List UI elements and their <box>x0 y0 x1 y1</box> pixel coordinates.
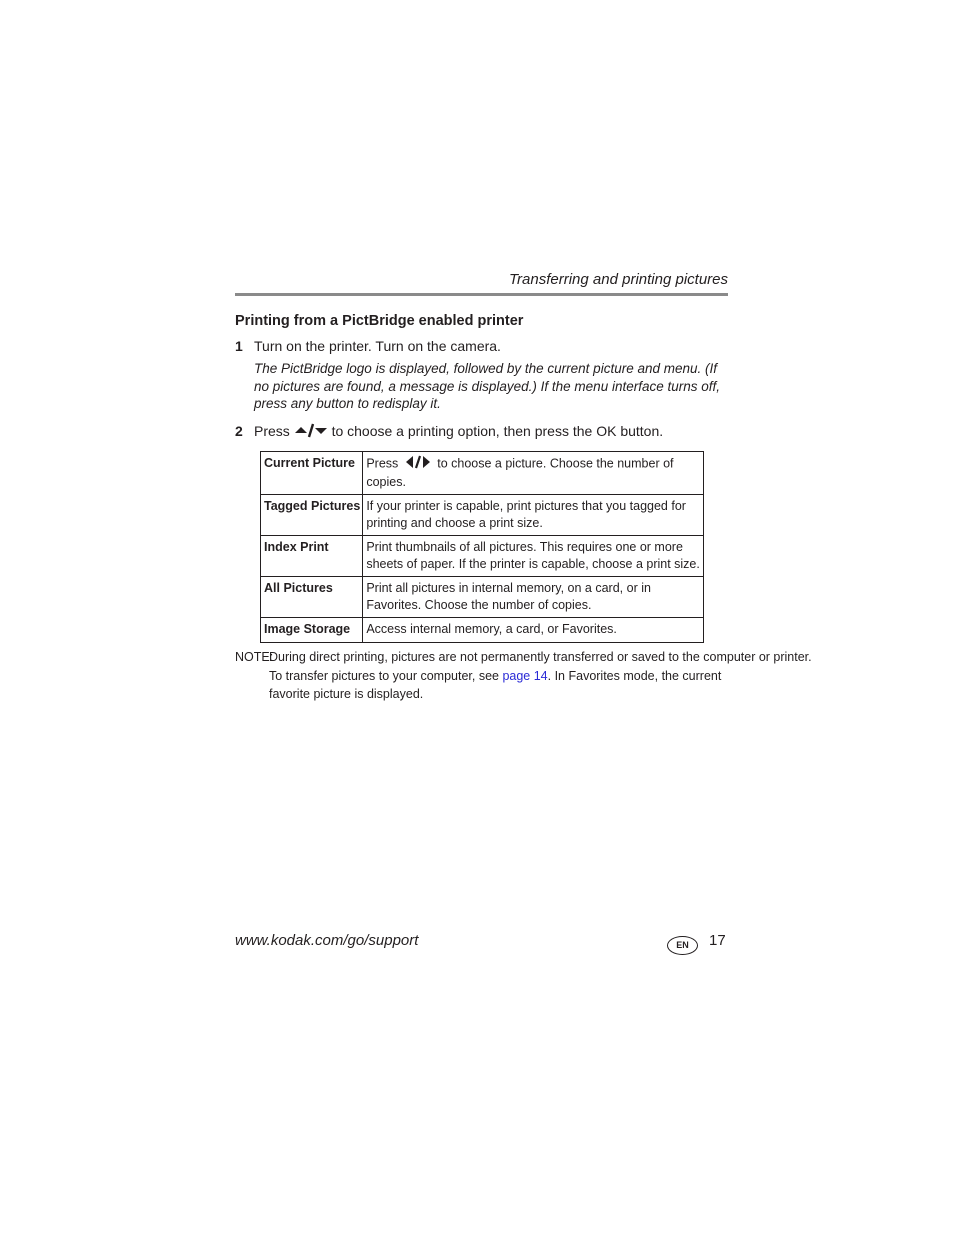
table-row <box>261 452 704 495</box>
step-2-number: 2 <box>235 423 243 439</box>
option-desc: Access internal memory, a card, or Favorites. <box>363 618 704 643</box>
print-options-table <box>260 451 704 643</box>
page-14-link[interactable]: page 14 <box>502 668 548 683</box>
note-after-link: . In Favorites mode, the current favorite picture is displayed. <box>269 668 722 701</box>
option-desc-press: Press <box>366 456 399 471</box>
option-desc <box>363 452 704 495</box>
note-line-2 <box>269 667 729 704</box>
note-line-1: During direct printing, pictures are not permanently transferred or saved to the computer or printer. <box>269 650 812 664</box>
option-desc: Print thumbnails of all pictures. This requires one or more sheets of paper. If the printer is capable, choose a print size. <box>363 536 704 577</box>
table-row <box>261 495 704 536</box>
language-badge: EN <box>667 936 698 955</box>
option-name: Image Storage <box>261 618 363 643</box>
option-name: All Pictures <box>261 577 363 618</box>
step-2-text <box>254 421 663 443</box>
note-label: NOTE: <box>235 650 274 664</box>
step-1-note: The PictBridge logo is displayed, followed by the current picture and menu. (If no pictures are found, a message is displayed.) If the menu interface turns off, press any button to redisplay it. <box>254 361 721 411</box>
step-2-press: Press <box>254 423 290 439</box>
option-desc: Print all pictures in internal memory, on a card, or in Favorites. Choose the number of copies. <box>363 577 704 618</box>
header-rule <box>235 293 728 296</box>
running-header: Transferring and printing pictures <box>509 271 728 288</box>
note-text <box>269 648 812 704</box>
option-name: Index Print <box>261 536 363 577</box>
step-1-text: Turn on the printer. Turn on the camera. <box>254 338 501 354</box>
table-row <box>261 577 704 618</box>
left-right-arrow-icon <box>404 455 432 474</box>
section-title: Printing from a PictBridge enabled printer <box>235 313 524 329</box>
step-2-rest: to choose a printing option, then press the OK button. <box>331 423 664 439</box>
footer-support-url[interactable]: www.kodak.com/go/support <box>235 932 419 949</box>
page-number: 17 <box>709 932 726 949</box>
note-before-link: To transfer pictures to your computer, see <box>269 668 499 683</box>
option-name: Tagged Pictures <box>261 495 363 536</box>
up-down-arrow-icon <box>294 422 328 443</box>
step-1-number: 1 <box>235 338 243 354</box>
table-row <box>261 618 704 643</box>
option-name: Current Picture <box>261 452 363 495</box>
table-row <box>261 536 704 577</box>
option-desc-rest: to choose a picture. Choose the number of copies. <box>366 456 674 489</box>
option-desc: If your printer is capable, print pictures that you tagged for printing and choose a print size. <box>363 495 704 536</box>
